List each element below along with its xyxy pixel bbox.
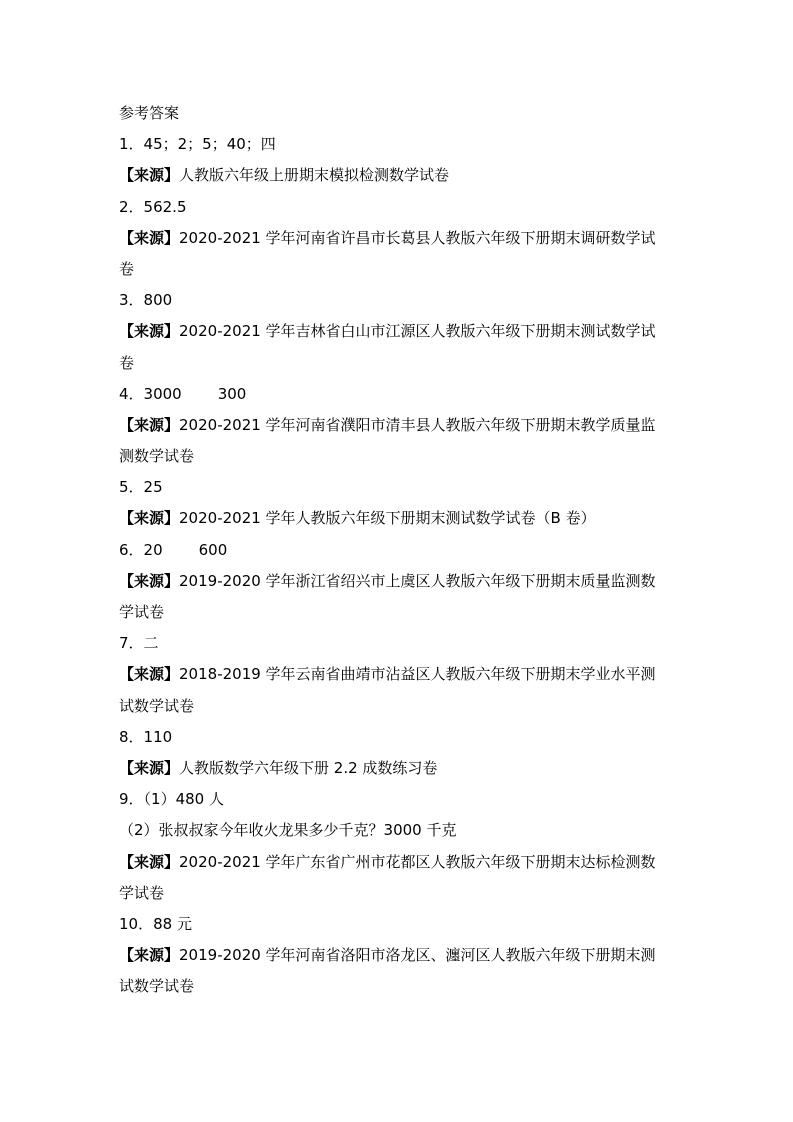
answer-line: （2）张叔叔家今年收火龙果多少千克？3000 千克: [119, 821, 457, 840]
source-label: 【来源】: [119, 166, 180, 185]
answer-line: 2．562.5: [119, 197, 187, 216]
source-label: 【来源】: [119, 946, 180, 965]
answer-line: 5．25: [119, 478, 163, 497]
source-label: 【来源】: [119, 571, 180, 590]
source-line: [119, 659, 679, 690]
source-label: 【来源】: [119, 322, 180, 341]
source-continuation: 卷: [119, 259, 135, 278]
source-line: [119, 940, 679, 971]
source-continuation: 卷: [119, 353, 135, 372]
source-continuation: 试数学试卷: [119, 696, 195, 715]
answer-line: 3．800: [119, 291, 173, 310]
answer-line: 7．二: [119, 634, 159, 653]
source-text: 2019-2020 学年浙江省绍兴市上虞区人教版六年级下册期末质量监测数: [179, 571, 656, 590]
page-title: 参考答案: [119, 104, 180, 122]
source-continuation: 学试卷: [119, 603, 165, 621]
answer-text-second: 300: [217, 384, 247, 403]
source-text: 2018-2019 学年云南省曲靖市沾益区人教版六年级下册期末学业水平测: [179, 665, 656, 684]
source-line: [119, 223, 679, 254]
source-text: 人教版六年级上册期末模拟检测数学试卷: [179, 166, 450, 185]
source-text: 2020-2021 学年人教版六年级下册期末测试数学试卷（B 卷）: [179, 509, 596, 528]
answer-text: 6．20: [119, 540, 163, 559]
answer-line: [119, 535, 679, 566]
source-line: [119, 160, 679, 191]
source-text: 2020-2021 学年河南省濮阳市清丰县人教版六年级下册期末教学质量监: [179, 415, 656, 434]
source-continuation: 学试卷: [119, 883, 165, 902]
source-line: [119, 753, 679, 784]
answer-line: 8．110: [119, 727, 173, 746]
source-line: [119, 503, 679, 534]
source-label: 【来源】: [119, 758, 180, 777]
source-text: 2020-2021 学年广东省广州市花都区人教版六年级下册期末达标检测数: [179, 852, 656, 871]
answer-line: 1．45；2；5；40；四: [119, 135, 276, 154]
source-label: 【来源】: [119, 665, 180, 684]
answer-key: [119, 98, 679, 1002]
source-text: 2019-2020 学年河南省洛阳市洛龙区、瀍河区人教版六年级下册期末测: [179, 946, 656, 965]
source-label: 【来源】: [119, 852, 180, 871]
source-line: [119, 847, 679, 878]
answer-line: 10．88 元: [119, 914, 192, 933]
source-label: 【来源】: [119, 228, 180, 247]
source-line: [119, 316, 679, 347]
source-label: 【来源】: [119, 509, 180, 528]
answer-line: 9．（1）480 人: [119, 790, 224, 809]
answer-text: 4．3000: [119, 384, 182, 403]
source-line: [119, 410, 679, 441]
source-line: [119, 566, 679, 597]
answer-list: [119, 129, 679, 1002]
answer-text-second: 600: [198, 540, 228, 559]
source-text: 2020-2021 学年吉林省白山市江源区人教版六年级下册期末测试数学试: [179, 322, 656, 341]
source-continuation: 试数学试卷: [119, 977, 195, 996]
source-label: 【来源】: [119, 415, 180, 434]
answer-line: [119, 379, 679, 410]
source-text: 人教版数学六年级下册 2.2 成数练习卷: [179, 758, 438, 777]
source-continuation: 测数学试卷: [119, 447, 195, 466]
source-text: 2020-2021 学年河南省许昌市长葛县人教版六年级下册期末调研数学试: [179, 228, 656, 247]
